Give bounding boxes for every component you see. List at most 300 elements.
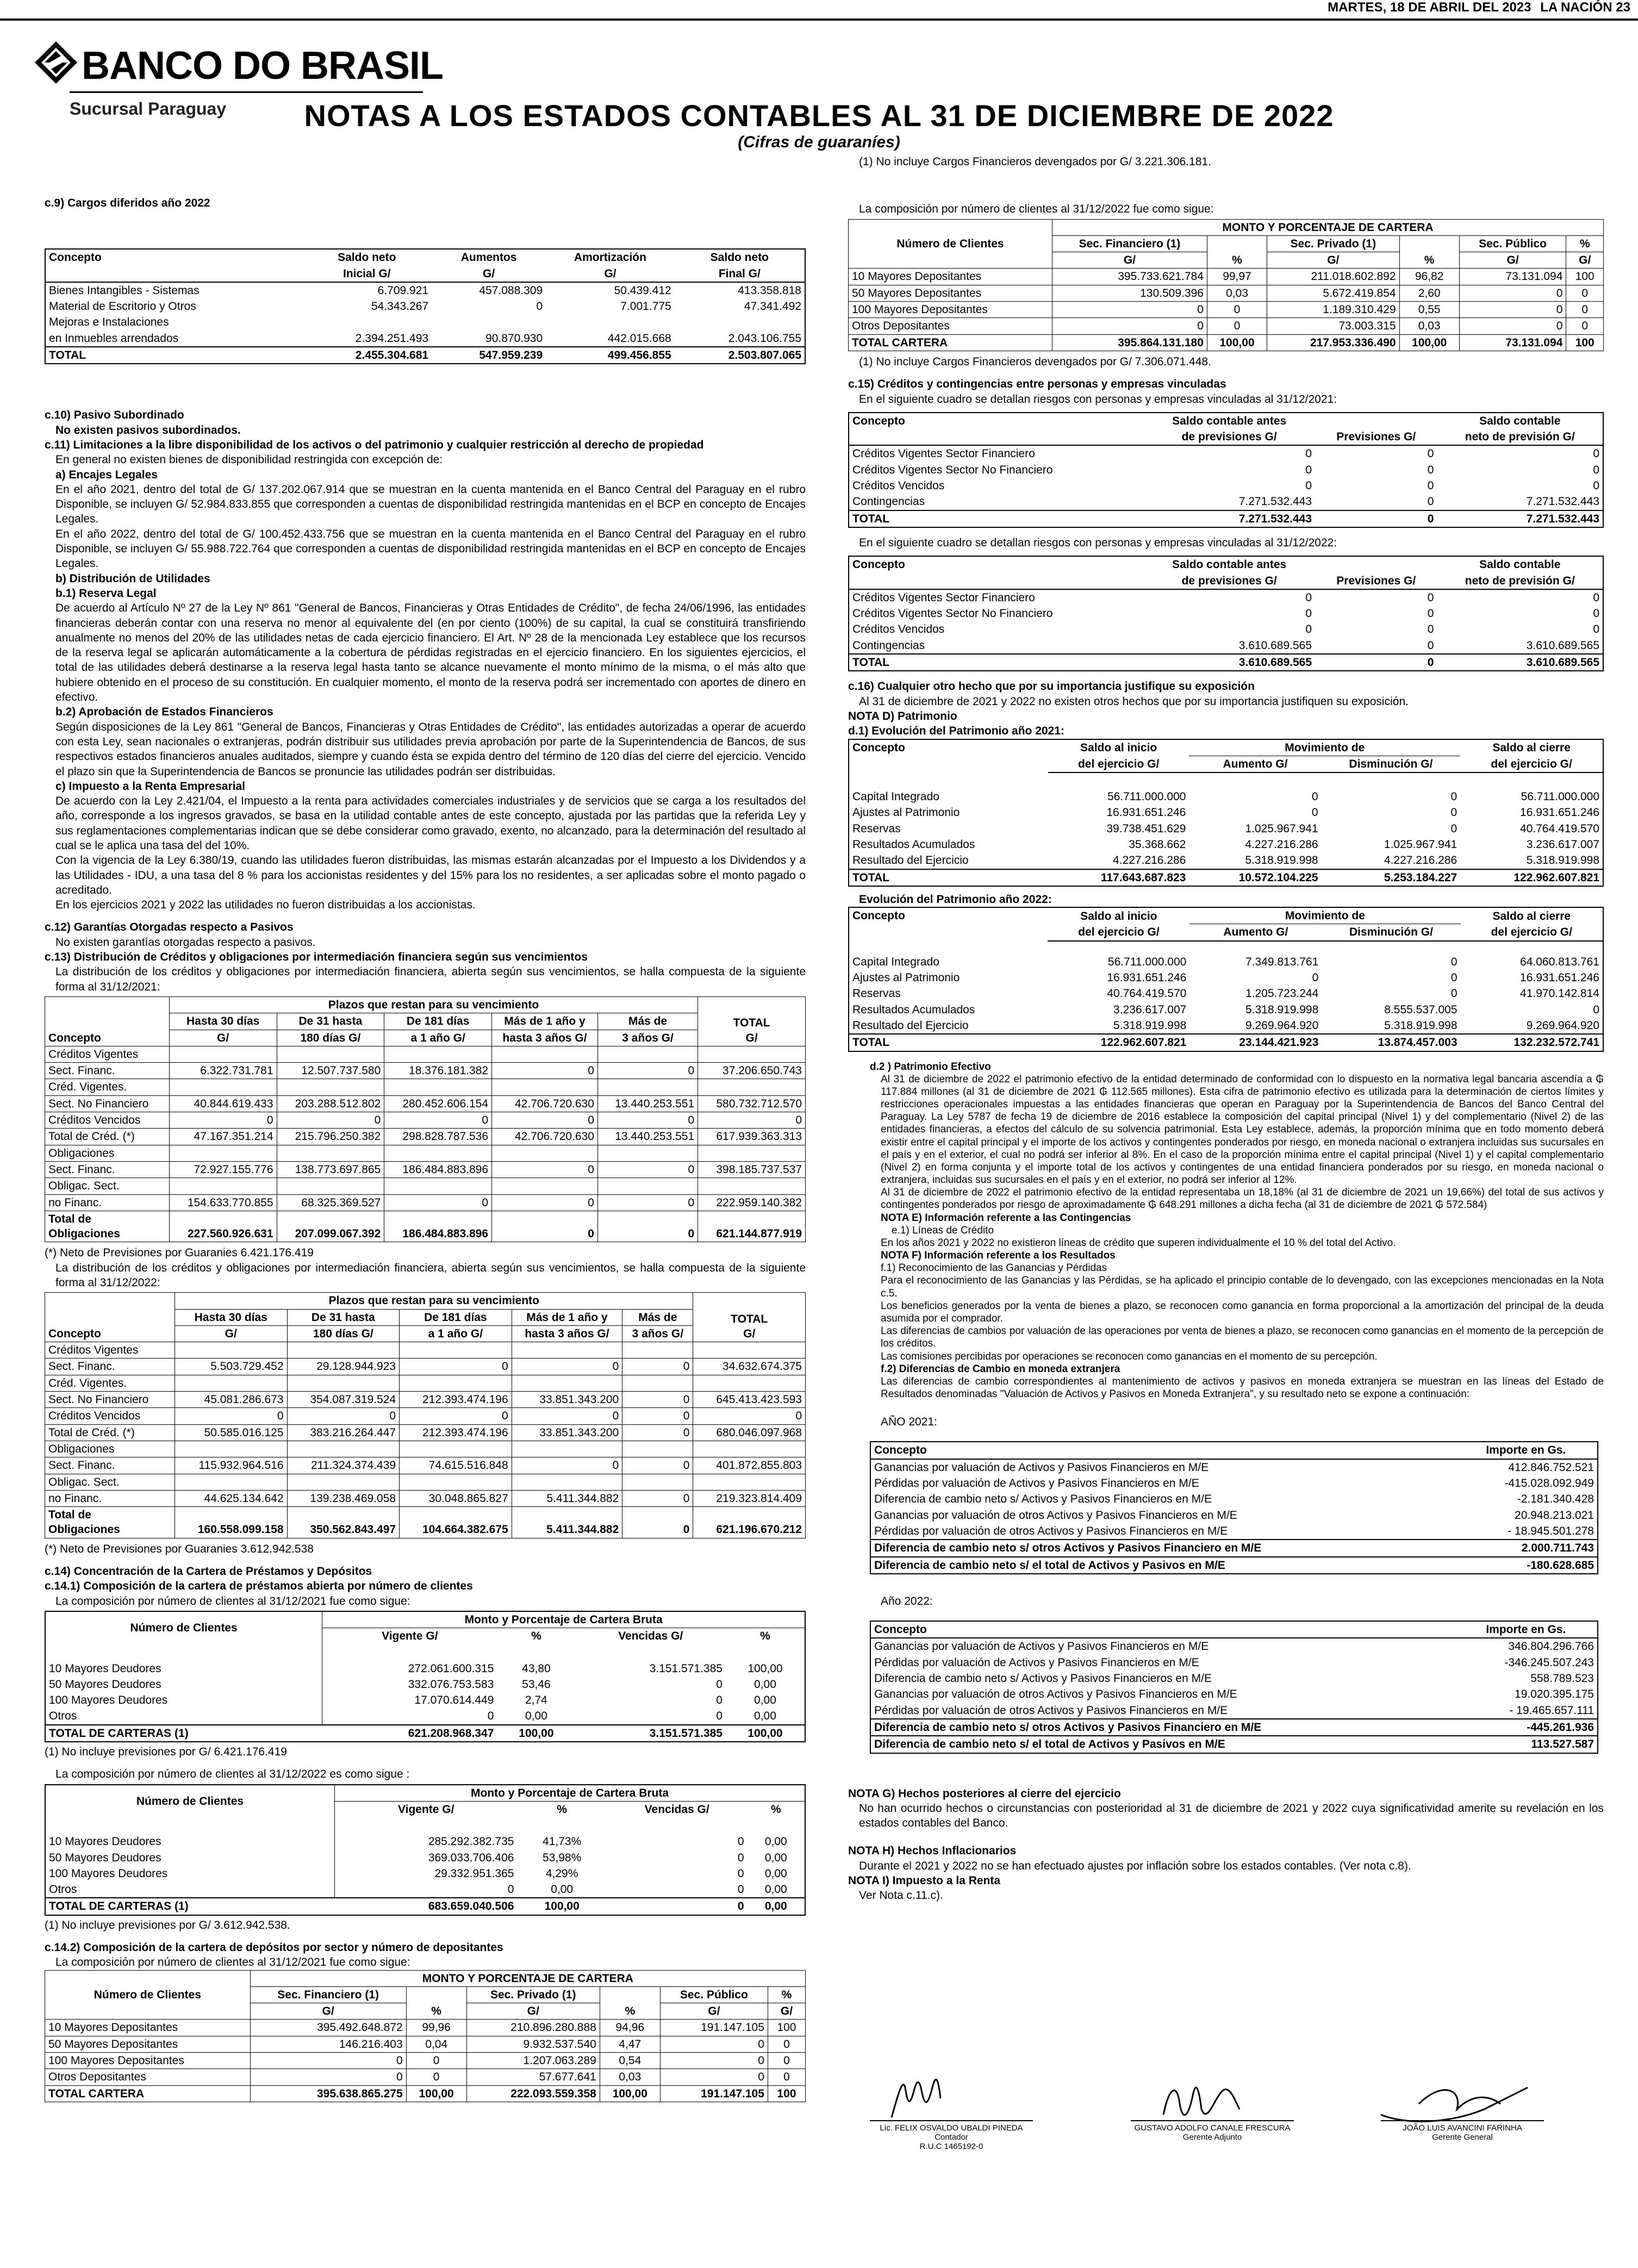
pat2021-row-cell: 5.318.919.998 <box>1245 854 1318 867</box>
vinc2021-row-cell: Créditos Vigentes Sector Financiero <box>852 447 1035 460</box>
depositos-2022-table <box>848 219 1604 351</box>
cart2021-row-cell: 0 <box>487 1710 494 1723</box>
vinc2022-row-cell: Contingencias <box>852 639 925 652</box>
vinc2021-row-cell: Créditos Vencidos <box>852 479 945 493</box>
vinc2022-row <box>849 638 1603 654</box>
venc2021-row-cell <box>169 1046 277 1062</box>
venc2022-row-cell: 0 <box>512 1359 622 1375</box>
vinc21-h-c: Saldo contable <box>1479 414 1561 427</box>
c9-row-cell: 50.439.412 <box>614 284 671 297</box>
dep21-h-pct1: % <box>406 1986 466 2020</box>
cart2022-row-cell: 50 Mayores Deudores <box>45 1850 335 1866</box>
venc2022-row-cell <box>693 1474 806 1490</box>
venc-h-c1b: G/ <box>169 1030 277 1046</box>
pat2021-total-row-cell: 117.643.687.823 <box>1048 869 1189 886</box>
venc-h-c4b: hasta 3 años G/ <box>492 1030 598 1046</box>
vinc2022-row-cell: 0 <box>1427 623 1434 636</box>
fx2021-row-cell: -2.181.340.428 <box>1517 1493 1594 1506</box>
pat2021-row-cell: 0 <box>1450 822 1458 835</box>
f1-paragraph-1: Para el reconocimiento de las Ganancias y las Pérdidas, se ha aplicado el principio contable de lo devengado, con las excepciones mencionadas en la Nota c.5. <box>881 1275 1604 1299</box>
dep2022-row-cell: 10 Mayores Depositantes <box>849 269 1052 285</box>
venc2021-row-cell: 0 <box>169 1112 277 1129</box>
venc2022-row <box>45 1375 806 1391</box>
pat2022-total-row-cell: 132.232.572.741 <box>1461 1034 1603 1051</box>
venc2022-row-cell <box>512 1441 622 1457</box>
venc-h-c2b: 180 días G/ <box>277 1030 384 1046</box>
patrimonio-2022-table <box>848 907 1604 1051</box>
pat2022-total-row-cell: 13.874.457.003 <box>1322 1034 1460 1051</box>
c141-intro-2022: La composición por número de clientes al 31/12/2022 es como sigue : <box>55 1768 410 1781</box>
cart2022-row-cell: 29.332.951.365 <box>434 1867 514 1880</box>
vinc2021-total-row <box>849 510 1603 527</box>
cart2021-row-cell: 0 <box>716 1694 723 1707</box>
cart2021-row-cell: 272.061.600.315 <box>408 1662 494 1675</box>
f2-paragraph: Las diferencias de cambio correspondientes al mantenimiento de activos y pasivos en moneda extranjera se muestran en las líneas del Estado de Resultados denominadas "Valuación de Activos y Pasivos en Moneda Extranjera", y su resultado neto se expone a continuación: <box>881 1375 1604 1400</box>
venc2022-row <box>45 1457 806 1474</box>
venc2021-row <box>45 1095 806 1112</box>
venc2022-row-cell: 50.585.016.125 <box>175 1424 287 1441</box>
vinc22-h-concepto: Concepto <box>852 558 905 571</box>
venc2021-total-row-cell: 227.560.926.631 <box>169 1211 277 1242</box>
page-header <box>1328 0 1630 15</box>
venc2021-row-cell: 0 <box>597 1063 697 1079</box>
venc2021-row-cell: 0 <box>597 1194 697 1211</box>
cart2021-row-cell: 0,00 <box>754 1678 776 1691</box>
venc2021-row-cell: Créditos Vigentes <box>45 1046 170 1062</box>
cart2022-row-cell: 369.033.706.406 <box>428 1851 514 1864</box>
vinc2022-row-cell: Créditos Vigentes Sector No Financiero <box>852 607 1053 620</box>
c9-row-cell: 457.088.309 <box>479 284 543 297</box>
venc2021-row-cell <box>597 1079 697 1095</box>
cart2021-row-cell: 0,00 <box>525 1710 547 1723</box>
venc2021-row-cell <box>169 1079 277 1095</box>
pat2021-row-cell: Resultados Acumulados <box>852 838 975 851</box>
vinc2021-row-cell: 0 <box>1593 479 1599 493</box>
vinc2021-row-cell: Créditos Vigentes Sector No Financiero <box>852 463 1053 476</box>
dep2021-row-cell: 0,03 <box>600 2069 660 2085</box>
dep22-h-num: Número de Clientes <box>849 219 1052 269</box>
venc2022-row-cell: 0 <box>622 1490 693 1506</box>
c9-row-cell <box>546 314 675 330</box>
dep2022-row-cell: 50 Mayores Depositantes <box>849 285 1052 301</box>
cart22-h-pct2: % <box>770 1803 781 1816</box>
cart2021-total-row-cell: TOTAL DE CARTERAS (1) <box>45 1725 322 1742</box>
cart2022-row-cell: 0 <box>737 1835 744 1848</box>
signature-1-scribble-icon <box>881 2066 957 2126</box>
c9-h-amort: Amortización <box>574 251 646 264</box>
cart2022-row-cell: 0 <box>507 1883 514 1896</box>
venc2021-row <box>45 1178 806 1194</box>
pat21-h-fin2: del ejercicio G/ <box>1460 756 1603 772</box>
pat22-h-fin2: del ejercicio G/ <box>1461 924 1603 941</box>
c9-total-row <box>45 347 805 364</box>
fx-2021-table <box>870 1441 1598 1574</box>
c9-row-cell: 54.343.267 <box>371 300 429 313</box>
vinc2022-row-cell: 3.610.689.565 <box>1526 639 1599 652</box>
c9-row-cell: 2.043.106.755 <box>728 332 801 345</box>
pat21-h-ini2: del ejercicio G/ <box>1048 756 1189 772</box>
fx-2022-table <box>870 1621 1598 1753</box>
pat2021-row-cell: 35.368.662 <box>1129 838 1186 851</box>
venc2022-row-cell: 680.046.097.968 <box>693 1424 806 1441</box>
vinc2022-row-cell: 0 <box>1305 623 1312 636</box>
nota-e-heading: NOTA E) Información referente a las Contingencias <box>881 1212 1131 1224</box>
fx2022-row-cell: Diferencia de cambio neto s/ Activos y Pasivos Financieros en M/E <box>874 1672 1212 1685</box>
fx2022-row <box>870 1638 1598 1654</box>
venc2021-row-cell <box>384 1145 492 1161</box>
venc2022-row-cell <box>693 1441 806 1457</box>
venc2021-row-cell <box>698 1178 806 1194</box>
vinc2022-row-cell: Créditos Vencidos <box>852 623 945 636</box>
f1-paragraph-2: Los beneficios generados por la venta de bienes a plazo, se reconocen como ganancia en forma proporcional a la amortización del principal de la deuda asumida por el comprador. <box>881 1300 1604 1324</box>
venc2022-total-row-cell: 104.664.382.675 <box>400 1507 512 1538</box>
cart2022-row-cell: 0 <box>737 1867 744 1880</box>
venc-h-c4: Más de 1 año y <box>492 1013 598 1030</box>
vinc2022-row <box>849 589 1603 606</box>
pat2022-row <box>849 1018 1603 1034</box>
dep21-h-pub2: G/ <box>660 2003 768 2020</box>
dep21-h-priv: Sec. Privado (1) <box>466 1986 600 2003</box>
fx2022-subtotal-row-cell: -445.261.936 <box>1455 1719 1598 1736</box>
cart2022-total-row-cell: 100,00 <box>517 1898 606 1915</box>
venc2022-row <box>45 1441 806 1457</box>
venc2021-row-cell: Sect. Financ. <box>45 1161 170 1177</box>
fx2022-row <box>870 1655 1598 1671</box>
fx2022-total-row-cell: Diferencia de cambio neto s/ el total de Activos y Pasivos en M/E <box>870 1736 1455 1753</box>
venc2021-row-cell: 0 <box>277 1112 384 1129</box>
dep21-h-pctg2: G/ <box>768 2003 805 2020</box>
pat2022-row-cell: 8.555.537.005 <box>1384 1003 1458 1016</box>
c15-intro-2022: En el siguiente cuadro se detallan riesgos con personas y empresas vinculadas al 31/12/2022: <box>859 536 1337 549</box>
cart2021-row-cell: 0 <box>716 1710 723 1723</box>
venc2021-row <box>45 1161 806 1177</box>
pat2022-row-cell: 56.711.000.000 <box>1107 955 1187 968</box>
venc2022-row-cell: Sect. No Financiero <box>45 1392 175 1408</box>
cart2021-total-row-cell: 100,00 <box>726 1725 805 1742</box>
cart2021-row-cell: 3.151.571.385 <box>649 1662 723 1675</box>
pat2021-row <box>849 852 1603 869</box>
cart2022-row-cell: 0,00 <box>551 1883 574 1896</box>
dep2022-row-cell: 100 <box>1566 269 1604 285</box>
venc22-h-c1: Hasta 30 días <box>175 1309 287 1325</box>
dep2022-row <box>849 302 1604 318</box>
vinc2021-row-cell: 0 <box>1427 447 1434 460</box>
c9-h-concepto: Concepto <box>49 251 102 264</box>
pat2022-row-cell: 0 <box>1450 987 1458 1000</box>
left-column <box>45 196 806 2102</box>
venc2022-row-cell <box>400 1375 512 1391</box>
fx2021-row <box>870 1459 1598 1475</box>
c9-total-row-cell: TOTAL <box>45 347 302 364</box>
venc2022-row-cell: 0 <box>287 1408 400 1424</box>
venc22-h-c3: De 181 días <box>400 1309 512 1325</box>
dep2021-row-cell: 0 <box>660 2053 768 2069</box>
dep22-h-pub: Sec. Público <box>1459 235 1566 252</box>
cart2022-row-cell: 0,00 <box>764 1851 787 1864</box>
vinc2021-row-cell: 0 <box>1427 463 1434 476</box>
dep2021-row-cell: 0,54 <box>600 2053 660 2069</box>
pat2022-row-cell: 0 <box>1450 971 1458 985</box>
venc2021-total-row-cell: 186.484.883.896 <box>384 1211 492 1242</box>
dep2022-note: (1) No incluye Cargos Financieros devengados por G/ 7.306.071.448. <box>859 355 1211 368</box>
venc2022-row-cell: 0 <box>400 1359 512 1375</box>
dep2021-row-cell: 210.896.280.888 <box>466 2020 600 2036</box>
signature-2-line <box>1131 2120 1294 2121</box>
vinc2021-total-row-cell: 7.271.532.443 <box>1143 510 1315 527</box>
fx2021-row-cell: Ganancias por valuación de Activos y Pasivos Financieros en M/E <box>874 1461 1209 1474</box>
dep2022-row-cell: 1.189.310.429 <box>1267 302 1399 318</box>
pat2021-row-cell: 0 <box>1450 790 1458 803</box>
dep2022-row-cell: 0 <box>1566 318 1604 334</box>
cart2022-row-cell: 0,00 <box>764 1883 787 1896</box>
pat21-h-mov: Movimiento de <box>1189 739 1460 756</box>
c9-row-cell: Mejoras e Instalaciones <box>49 316 169 329</box>
dep2022-row-cell: 0 <box>1566 302 1604 318</box>
venc2021-row-cell: 12.507.737.580 <box>277 1063 384 1079</box>
venc2022-row-cell: Créditos Vigentes <box>45 1342 175 1359</box>
fx21-h-concepto: Concepto <box>870 1442 1455 1459</box>
venc2022-row-cell: 45.081.286.673 <box>175 1392 287 1408</box>
venc-h-concepto: Concepto <box>45 996 170 1046</box>
nota-h-text: Durante el 2021 y 2022 no se han efectuado ajustes por inflación sobre los estados contables. (Ver nota c.8). <box>859 1859 1411 1872</box>
pat2021-row-cell: 1.025.967.941 <box>1245 822 1318 835</box>
vinc2022-row-cell: 0 <box>1427 639 1434 652</box>
d2-heading: d.2 ) Patrimonio Efectivo <box>870 1061 991 1073</box>
pat2021-total-row-cell: 5.253.184.227 <box>1322 869 1461 886</box>
venc2021-row-cell <box>698 1079 806 1095</box>
venc2021-row-cell <box>277 1145 384 1161</box>
pat2021-total-row <box>849 869 1603 886</box>
pat2021-row-cell: Resultado del Ejercicio <box>852 854 969 867</box>
fx21-h-importe: Importe en Gs. <box>1455 1442 1598 1459</box>
venc2021-row-cell <box>169 1145 277 1161</box>
dep22-h-pctg2: G/ <box>1566 252 1604 269</box>
cart22-h-venc: Vencidas G/ <box>644 1803 709 1816</box>
pat2022-row <box>849 970 1603 986</box>
dep2022-row-cell: 99,97 <box>1207 269 1267 285</box>
fx2022-subtotal-row <box>870 1719 1598 1736</box>
pat2021-row-cell: 0 <box>1311 790 1318 803</box>
venc2021-total-row <box>45 1211 806 1242</box>
venc2022-row-cell: 5.503.729.452 <box>175 1359 287 1375</box>
pat2022-row-cell: 0 <box>1312 971 1319 985</box>
dep2021-row-cell: 1.207.063.289 <box>466 2053 600 2069</box>
venc2022-row-cell: 383.216.264.447 <box>287 1424 400 1441</box>
signature-3-role: Gerente General <box>1432 2133 1493 2142</box>
venc2021-row-cell: 68.325.369.527 <box>277 1194 384 1211</box>
pat22-h-aum: Aumento G/ <box>1189 924 1322 941</box>
vinc2022-row-cell: 0 <box>1593 591 1599 604</box>
cart21-h-pct2: % <box>760 1630 770 1643</box>
cart2021-row-cell: 0 <box>716 1678 723 1691</box>
c9-row <box>45 331 805 347</box>
pat22-h-ini2: del ejercicio G/ <box>1048 924 1189 941</box>
cart2022-row-cell: 100 Mayores Deudores <box>45 1866 335 1881</box>
dep2021-row-cell: 100 Mayores Depositantes <box>45 2053 251 2069</box>
cart21-h-vig: Vigente G/ <box>382 1630 438 1643</box>
venc2022-row <box>45 1490 806 1506</box>
dep2021-row-cell: 146.216.403 <box>250 2036 406 2052</box>
pat2022-row-cell: 9.269.964.920 <box>1245 1019 1319 1032</box>
signature-3-line <box>1381 2120 1544 2121</box>
pat2022-row-cell: 64.060.813.761 <box>1520 955 1599 968</box>
dep2021-total-row-cell: 100,00 <box>600 2085 660 2102</box>
header-date: MARTES, 18 DE ABRIL DEL 2023 <box>1328 0 1531 15</box>
c16-heading: c.16) Cualquier otro hecho que por su importancia justifique su exposición <box>848 680 1255 693</box>
cart2022-total-row-cell: 683.659.040.506 <box>335 1898 518 1915</box>
venc2021-total-row-cell: 0 <box>492 1211 598 1242</box>
c9-row-cell: 6.709.921 <box>377 284 429 297</box>
venc2021-row-cell: 0 <box>384 1194 492 1211</box>
dep2021-row-cell: 4,47 <box>600 2036 660 2052</box>
fx2022-row-cell: Pérdidas por valuación de otros Activos y Pasivos Financieros en M/E <box>874 1704 1228 1717</box>
venc2021-row-cell <box>384 1046 492 1062</box>
c11-paragraph-2: En el año 2022, dentro del total de G/ 100.452.433.756 que se muestran en la cuenta mantenida en el Banco Central del Paraguay en el rubro Disponible, se incluyen G/ 55.988.722.764 que corresponden a cuentas de disponibilidad restringida mantenidas en el BCP en concepto de Encajes Legales. <box>55 527 806 570</box>
fx22-h-concepto: Concepto <box>870 1621 1455 1638</box>
venc2021-row-cell <box>492 1178 598 1194</box>
venc22-h-c1b: G/ <box>175 1325 287 1342</box>
cart2021-row-cell: 100,00 <box>748 1662 783 1675</box>
pat2021-total-row-cell: TOTAL <box>849 869 1048 886</box>
cart2022-total-row-cell: 0 <box>607 1898 748 1915</box>
dep2021-row-cell: 9.932.537.540 <box>466 2036 600 2052</box>
fx2021-row-cell: 20.948.213.021 <box>1515 1509 1594 1522</box>
venc2022-row-cell: 5.411.344.882 <box>512 1490 622 1506</box>
c9-row-cell: 442.015.668 <box>607 332 671 345</box>
fx2021-row <box>870 1507 1598 1523</box>
c10-text: No existen pasivos subordinados. <box>55 423 241 437</box>
cart2021-row-cell: 0,00 <box>754 1694 776 1707</box>
cart2021-total-row <box>45 1725 805 1742</box>
venc2021-row-cell <box>597 1046 697 1062</box>
venc2022-total-row-cell: 160.558.099.158 <box>175 1507 287 1538</box>
venc2021-row-cell: 42.706.720.630 <box>492 1129 598 1145</box>
fx2021-total-row <box>870 1557 1598 1574</box>
pat2022-total-row <box>849 1034 1603 1051</box>
vinc2021-total-row-cell: 7.271.532.443 <box>1437 510 1603 527</box>
venc2022-row-cell <box>693 1375 806 1391</box>
pat2021-row <box>849 821 1603 837</box>
c11-heading: c.11) Limitaciones a la libre disponibilidad de los activos o del patrimonio y cualquier restricción al derecho de propiedad <box>45 438 704 451</box>
fx2021-row-cell: 412.846.752.521 <box>1508 1461 1594 1474</box>
venc2021-row-cell <box>698 1046 806 1062</box>
venc2022-row-cell: 115.932.964.516 <box>175 1457 287 1474</box>
venc2022-row-cell: 0 <box>622 1392 693 1408</box>
venc-h-c3b: a 1 año G/ <box>384 1030 492 1046</box>
c9-h-aum: Aumentos <box>460 251 517 264</box>
pat2021-row-cell: 3.236.617.007 <box>1526 838 1599 851</box>
dep21-h-fin2: G/ <box>250 2003 406 2020</box>
venc2022-row-cell: 139.238.469.058 <box>287 1490 400 1506</box>
cart21-h-monto: Monto y Porcentaje de Cartera Bruta <box>322 1611 805 1628</box>
dep2021-total-row <box>45 2085 806 2102</box>
pat2022-total-row-cell: 122.962.607.821 <box>1048 1034 1189 1051</box>
venc2022-row-cell <box>287 1441 400 1457</box>
fx2021-subtotal-row-cell: Diferencia de cambio neto s/ otros Activos y Pasivos Financiero en M/E <box>870 1540 1455 1556</box>
pat2021-row-cell: 4.227.216.286 <box>1384 854 1458 867</box>
dep2022-row-cell: 0 <box>1459 302 1566 318</box>
vinc2021-row <box>849 478 1603 494</box>
vinc2022-row-cell: 0 <box>1305 591 1312 604</box>
vinc2021-row-cell: 0 <box>1305 463 1312 476</box>
venc2021-row-cell: Obligac. Sect. <box>45 1178 170 1194</box>
cart2022-row-cell: 0 <box>737 1883 744 1896</box>
dep2022-row-cell: 130.509.396 <box>1052 285 1207 301</box>
venc2021-row-cell: 203.288.512.802 <box>277 1095 384 1112</box>
dep22-h-priv2: G/ <box>1267 252 1399 269</box>
c11-paragraph-5: De acuerdo con la Ley 2.421/04, el Impuesto a la renta para actividades comerciales industriales y de servicios que se carga a los resultados del año, corresponde a los ingresos gravados, se basa en la utilidad contable antes de este concepto, ajustada por las partidas que la referida Ley y sus reglamentaciones complementarias indican que se debe considerar como gravado, exento, no alcanzado, para la determinación del resultado al cual se le aplica una tasa del del 10%. <box>55 795 806 852</box>
cart22-h-pct: % <box>557 1803 567 1816</box>
cart21-h-num: Número de Clientes <box>45 1611 322 1644</box>
venc2021-row-cell: 222.959.140.382 <box>698 1194 806 1211</box>
venc2022-total-row-label: Total de Obligaciones <box>45 1507 175 1538</box>
cart2021-row-cell: 332.076.753.583 <box>408 1678 494 1691</box>
dep2022-row-cell: 395.733.621.784 <box>1052 269 1207 285</box>
vinc21-h-concepto: Concepto <box>852 414 905 427</box>
pat2022-row-cell: Ajustes al Patrimonio <box>852 971 960 985</box>
pat22-h-mov: Movimiento de <box>1189 907 1460 924</box>
c11-paragraph-6: Con la vigencia de la Ley 6.380/19, cuando las utilidades fueron distribuidas, las mismas estarán alcanzadas por el Impuesto a los Dividendos y a las Utilidades - IDU, a una tasa del 8 % para los accionistas residentes y del 15% para los no residentes, a ser aplicadas sobre el monto pagado o acreditado. <box>55 854 806 896</box>
pat2021-row-cell: 4.227.216.286 <box>1245 838 1318 851</box>
fx2022-total-row-cell: 113.527.587 <box>1455 1736 1598 1753</box>
c9-h-saldo-fin: Saldo neto <box>710 251 769 264</box>
venc2021-row-cell: 0 <box>492 1112 598 1129</box>
venc2021-row-cell: Sect. No Financiero <box>45 1095 170 1112</box>
vinc2021-row <box>849 494 1603 510</box>
venc2022-row-cell <box>175 1375 287 1391</box>
pat2021-row-cell: 0 <box>1311 806 1318 819</box>
venc22-h-c3b: a 1 año G/ <box>400 1325 512 1342</box>
venc2022-row-cell: 219.323.814.409 <box>693 1490 806 1506</box>
signature-2-scribble-icon <box>1153 2071 1272 2131</box>
dep2021-row-cell: 395.492.648.872 <box>250 2020 406 2036</box>
venc2021-row-cell: 298.828.787.536 <box>384 1129 492 1145</box>
pat21-h-concepto: Concepto <box>852 741 905 754</box>
c9-row-cell: 0 <box>536 300 543 313</box>
venc2021-row-cell <box>597 1145 697 1161</box>
venc2022-row-cell: Créd. Vigentes. <box>45 1375 175 1391</box>
venc22-h-c2b: 180 días G/ <box>287 1325 400 1342</box>
vinc2021-row-cell: 0 <box>1305 479 1312 493</box>
venc-h-total: TOTAL G/ <box>698 996 806 1046</box>
venc2021-row-cell: 617.939.363.313 <box>698 1129 806 1145</box>
venc22-h-total: TOTAL G/ <box>693 1293 806 1342</box>
cartera-2022-table <box>45 1784 806 1916</box>
pat2022-row-cell: 16.931.651.246 <box>1520 971 1599 985</box>
venc2022-row-cell <box>287 1474 400 1490</box>
venc-h-c3: De 181 días <box>384 1013 492 1030</box>
venc2022-row-cell <box>622 1342 693 1359</box>
venc2021-row-cell <box>277 1079 384 1095</box>
fx2022-row <box>870 1671 1598 1686</box>
pat2022-row-cell: 41.970.142.814 <box>1520 987 1599 1000</box>
venc2022-row-cell: no Financ. <box>45 1490 175 1506</box>
c9-h-aum2: G/ <box>432 266 546 282</box>
pat2021-row-cell: Ajustes al Patrimonio <box>852 806 960 819</box>
venc2021-note: (*) Neto de Previsiones por Guaranies 6.421.176.419 <box>45 1247 314 1260</box>
cart2021-note: (1) No incluye previsiones por G/ 6.421.176.419 <box>45 1746 287 1759</box>
fx2021-row-cell: Ganancias por valuación de otros Activos y Pasivos Financieros en M/E <box>874 1509 1237 1522</box>
fx2022-row <box>870 1686 1598 1702</box>
venc2022-row-cell: Total de Créd. (*) <box>45 1424 175 1441</box>
c9-row <box>45 282 805 298</box>
venc2022-row-cell <box>400 1441 512 1457</box>
document-subtitle: (Cifras de guaraníes) <box>738 133 900 151</box>
pat21-h-aum: Aumento G/ <box>1189 756 1321 772</box>
venc2022-row-cell: 0 <box>175 1408 287 1424</box>
cart21-h-pct: % <box>531 1630 541 1643</box>
cart2022-row <box>45 1850 805 1866</box>
